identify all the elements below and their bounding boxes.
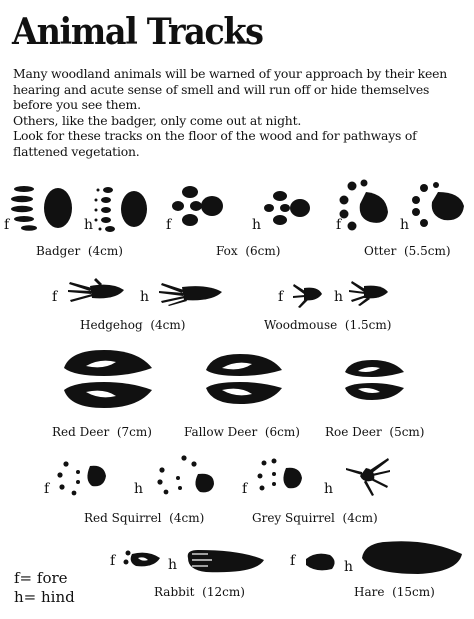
- animal-label: [36, 244, 123, 258]
- woodmouse-fore-track: [292, 280, 324, 308]
- otter-fore-track: [336, 178, 398, 232]
- page-title: Animal Tracks: [12, 11, 263, 53]
- fore-marker: f: [166, 217, 172, 233]
- track-size: (4cm): [169, 511, 205, 525]
- animal-name: Red Deer: [52, 425, 110, 439]
- otter-hind-track: [410, 182, 468, 228]
- fore-marker: f: [110, 553, 116, 569]
- fore-marker: f: [52, 289, 58, 305]
- animal-label: [252, 511, 378, 525]
- hedgehog-fore-track: [66, 278, 126, 304]
- animal-label: [325, 425, 425, 439]
- animal-label: [264, 318, 391, 332]
- track-size: (12cm): [202, 585, 245, 599]
- animal-name: Roe Deer: [325, 425, 382, 439]
- fox-hind-track: [264, 189, 314, 227]
- fore-marker: f: [4, 217, 10, 233]
- badger-hind-track: [92, 182, 154, 234]
- track-size: (4cm): [342, 511, 378, 525]
- hind-marker: h: [168, 557, 178, 573]
- animal-label: [184, 425, 300, 439]
- hind-marker: h: [140, 289, 150, 305]
- track-size: (5.5cm): [403, 244, 451, 258]
- animal-label: [364, 244, 451, 258]
- hind-marker: h: [134, 481, 144, 497]
- hind-marker: h: [344, 559, 354, 575]
- track-size: (5cm): [389, 425, 425, 439]
- key-fore: f= fore: [14, 569, 68, 587]
- intro-paragraph: Many woodland animals will be warned of your approach by their keen hearing and acute sense of smell and will run off or hide themselves before you see them.: [13, 66, 448, 113]
- woodmouse-hind-track: [348, 278, 390, 306]
- animal-label: [84, 511, 204, 525]
- fore-marker: f: [278, 289, 284, 305]
- animal-name: Grey Squirrel: [252, 511, 335, 525]
- hedgehog-hind-track: [158, 280, 224, 306]
- fore-marker: f: [44, 481, 50, 497]
- animal-name: Fallow Deer: [184, 425, 258, 439]
- red-squirrel-fore-track: [56, 458, 110, 496]
- animal-name: Hedgehog: [80, 318, 143, 332]
- hare-hind-track: [358, 538, 466, 576]
- animal-name: Woodmouse: [264, 318, 338, 332]
- fox-fore-track: [172, 184, 228, 228]
- track-size: (6cm): [264, 425, 300, 439]
- fore-marker: f: [242, 481, 248, 497]
- animal-label: [80, 318, 185, 332]
- grey-squirrel-hind-track: [344, 454, 390, 496]
- animal-name: Badger: [36, 244, 81, 258]
- hind-marker: h: [252, 217, 262, 233]
- animal-label: [216, 244, 280, 258]
- hare-fore-track: [302, 551, 338, 573]
- intro-paragraph: Others, like the badger, only come out at night.: [13, 112, 302, 128]
- rabbit-fore-track: [124, 548, 162, 572]
- track-size: (15cm): [392, 585, 435, 599]
- animal-name: Red Squirrel: [84, 511, 162, 525]
- red-deer-track: [60, 348, 154, 410]
- animal-label: [354, 585, 435, 599]
- animal-name: Fox: [216, 244, 238, 258]
- red-squirrel-hind-track: [154, 454, 218, 496]
- track-size: (4cm): [150, 318, 186, 332]
- track-size: (7cm): [116, 425, 152, 439]
- badger-fore-track: [12, 180, 82, 232]
- animal-name: Hare: [354, 585, 385, 599]
- grey-squirrel-fore-track: [256, 458, 306, 496]
- roe-deer-track: [342, 358, 406, 402]
- key-hind: h= hind: [14, 588, 75, 606]
- track-size: (6cm): [245, 244, 281, 258]
- hind-marker: h: [334, 289, 344, 305]
- fallow-deer-track: [202, 352, 284, 406]
- fore-marker: f: [336, 217, 342, 233]
- hind-marker: h: [400, 217, 410, 233]
- fore-marker: f: [290, 553, 296, 569]
- intro-paragraph: Look for these tracks on the floor of the wood and for pathways of flattened vegetation.: [13, 128, 417, 159]
- animal-label: [52, 425, 152, 439]
- animal-name: Otter: [364, 244, 397, 258]
- hind-marker: h: [84, 217, 94, 233]
- intro-text: [13, 66, 468, 160]
- animal-label: [154, 585, 245, 599]
- legend-key: [14, 569, 75, 607]
- rabbit-hind-track: [182, 548, 266, 576]
- animal-name: Rabbit: [154, 585, 195, 599]
- track-size: (4cm): [87, 244, 123, 258]
- track-size: (1.5cm): [344, 318, 392, 332]
- hind-marker: h: [324, 481, 334, 497]
